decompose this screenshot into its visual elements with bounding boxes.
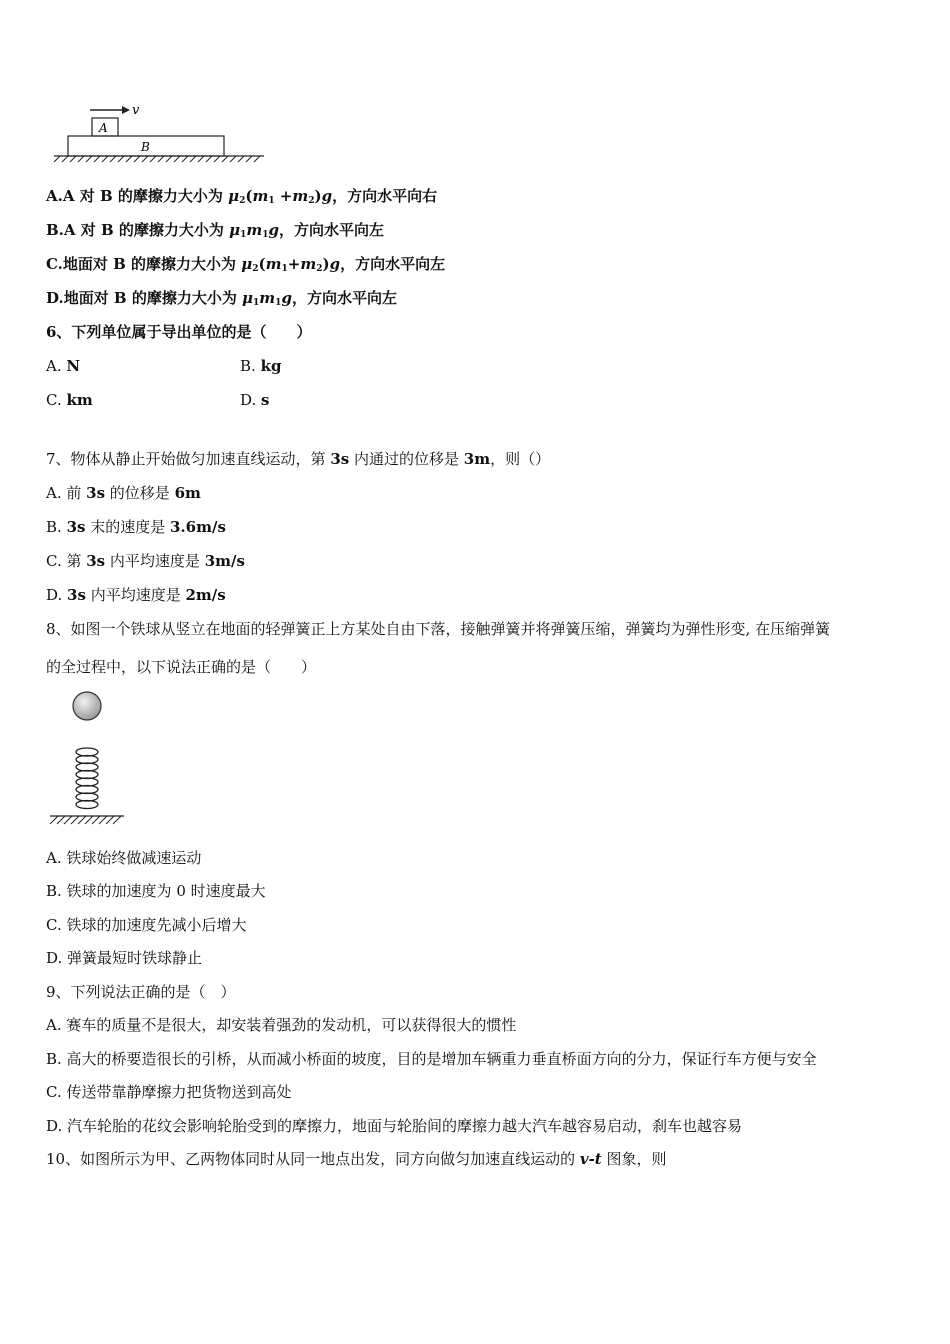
velocity-arrow-icon xyxy=(122,106,130,114)
q6-option-d: D. s xyxy=(240,391,270,409)
q9-option-b: B. 高大的桥要造很长的引桥，从而减小桥面的坡度，目的是增加车辆重力垂直桥面方向的分力，保证行车方便与安全 xyxy=(46,1050,817,1068)
q10-stem: 10、如图所示为甲、乙两物体同时从同一地点出发，同方向做匀加速直线运动的 v-t 图象，则 xyxy=(46,1150,667,1168)
q8-stem-line1: 8、如图一个铁球从竖立在地面的轻弹簧正上方某处自由下落，接触弹簧并将弹簧压缩，弹簧均为弹性形变, 在压缩弹簧 xyxy=(46,620,831,638)
q8-option-b: B. 铁球的加速度为 0 时速度最大 xyxy=(46,882,266,900)
velocity-label: v xyxy=(132,103,140,118)
iron-ball xyxy=(73,692,101,720)
q7-option-b: B. 3s 末的速度是 3.6m/s xyxy=(46,518,226,536)
spring xyxy=(76,748,98,809)
q5-option-b: B.A 对 B 的摩擦力大小为 $\mu_1m_1g$，方向水平向左 xyxy=(46,221,385,240)
floor-hatching xyxy=(50,816,121,824)
q6-option-a: A. N xyxy=(46,357,81,375)
blocks-figure xyxy=(50,98,270,168)
q6-option-c: C. km xyxy=(46,391,93,409)
q9-option-a: A. 赛车的质量不是很大，却安装着强劲的发动机，可以获得很大的惯性 xyxy=(46,1016,517,1034)
q7-stem: 7、物体从静止开始做匀加速直线运动，第 3s 内通过的位移是 3m，则（） xyxy=(46,450,551,468)
q5-option-d: D.地面对 B 的摩擦力大小为 $\mu_1m_1g$，方向水平向左 xyxy=(46,289,397,308)
q9-option-c: C. 传送带靠静摩擦力把货物送到高处 xyxy=(46,1083,292,1101)
block-b-label: B xyxy=(141,140,150,154)
q6-stem: 6、下列单位属于导出单位的是（ ） xyxy=(46,323,312,341)
ground-hatching xyxy=(54,156,260,162)
q8-option-d: D. 弹簧最短时铁球静止 xyxy=(46,949,203,967)
block-a-label: A xyxy=(99,121,108,135)
q7-option-a: A. 前 3s 的位移是 6m xyxy=(46,484,201,502)
q8-stem-line2: 的全过程中，以下说法正确的是（ ） xyxy=(46,658,317,676)
q9-stem: 9、下列说法正确的是（ ） xyxy=(46,983,236,1001)
q8-option-a: A. 铁球始终做减速运动 xyxy=(46,849,202,867)
q5-option-a: A.A 对 B 的摩擦力大小为 $\mu_2(m_1 +m_2)g$，方向水平向右 xyxy=(46,187,438,206)
q5-option-c: C.地面对 B 的摩擦力大小为 $\mu_2(m_1+m_2)g$，方向水平向左 xyxy=(46,255,446,274)
q7-option-d: D. 3s 内平均速度是 2m/s xyxy=(46,586,226,604)
q9-option-d: D. 汽车轮胎的花纹会影响轮胎受到的摩擦力，地面与轮胎间的摩擦力越大汽车越容易启动，刹车也越容易 xyxy=(46,1117,743,1135)
q8-option-c: C. 铁球的加速度先减小后增大 xyxy=(46,916,247,934)
spring-ball-figure xyxy=(46,688,136,833)
q6-option-b: B. kg xyxy=(240,357,282,375)
q7-option-c: C. 第 3s 内平均速度是 3m/s xyxy=(46,552,245,570)
